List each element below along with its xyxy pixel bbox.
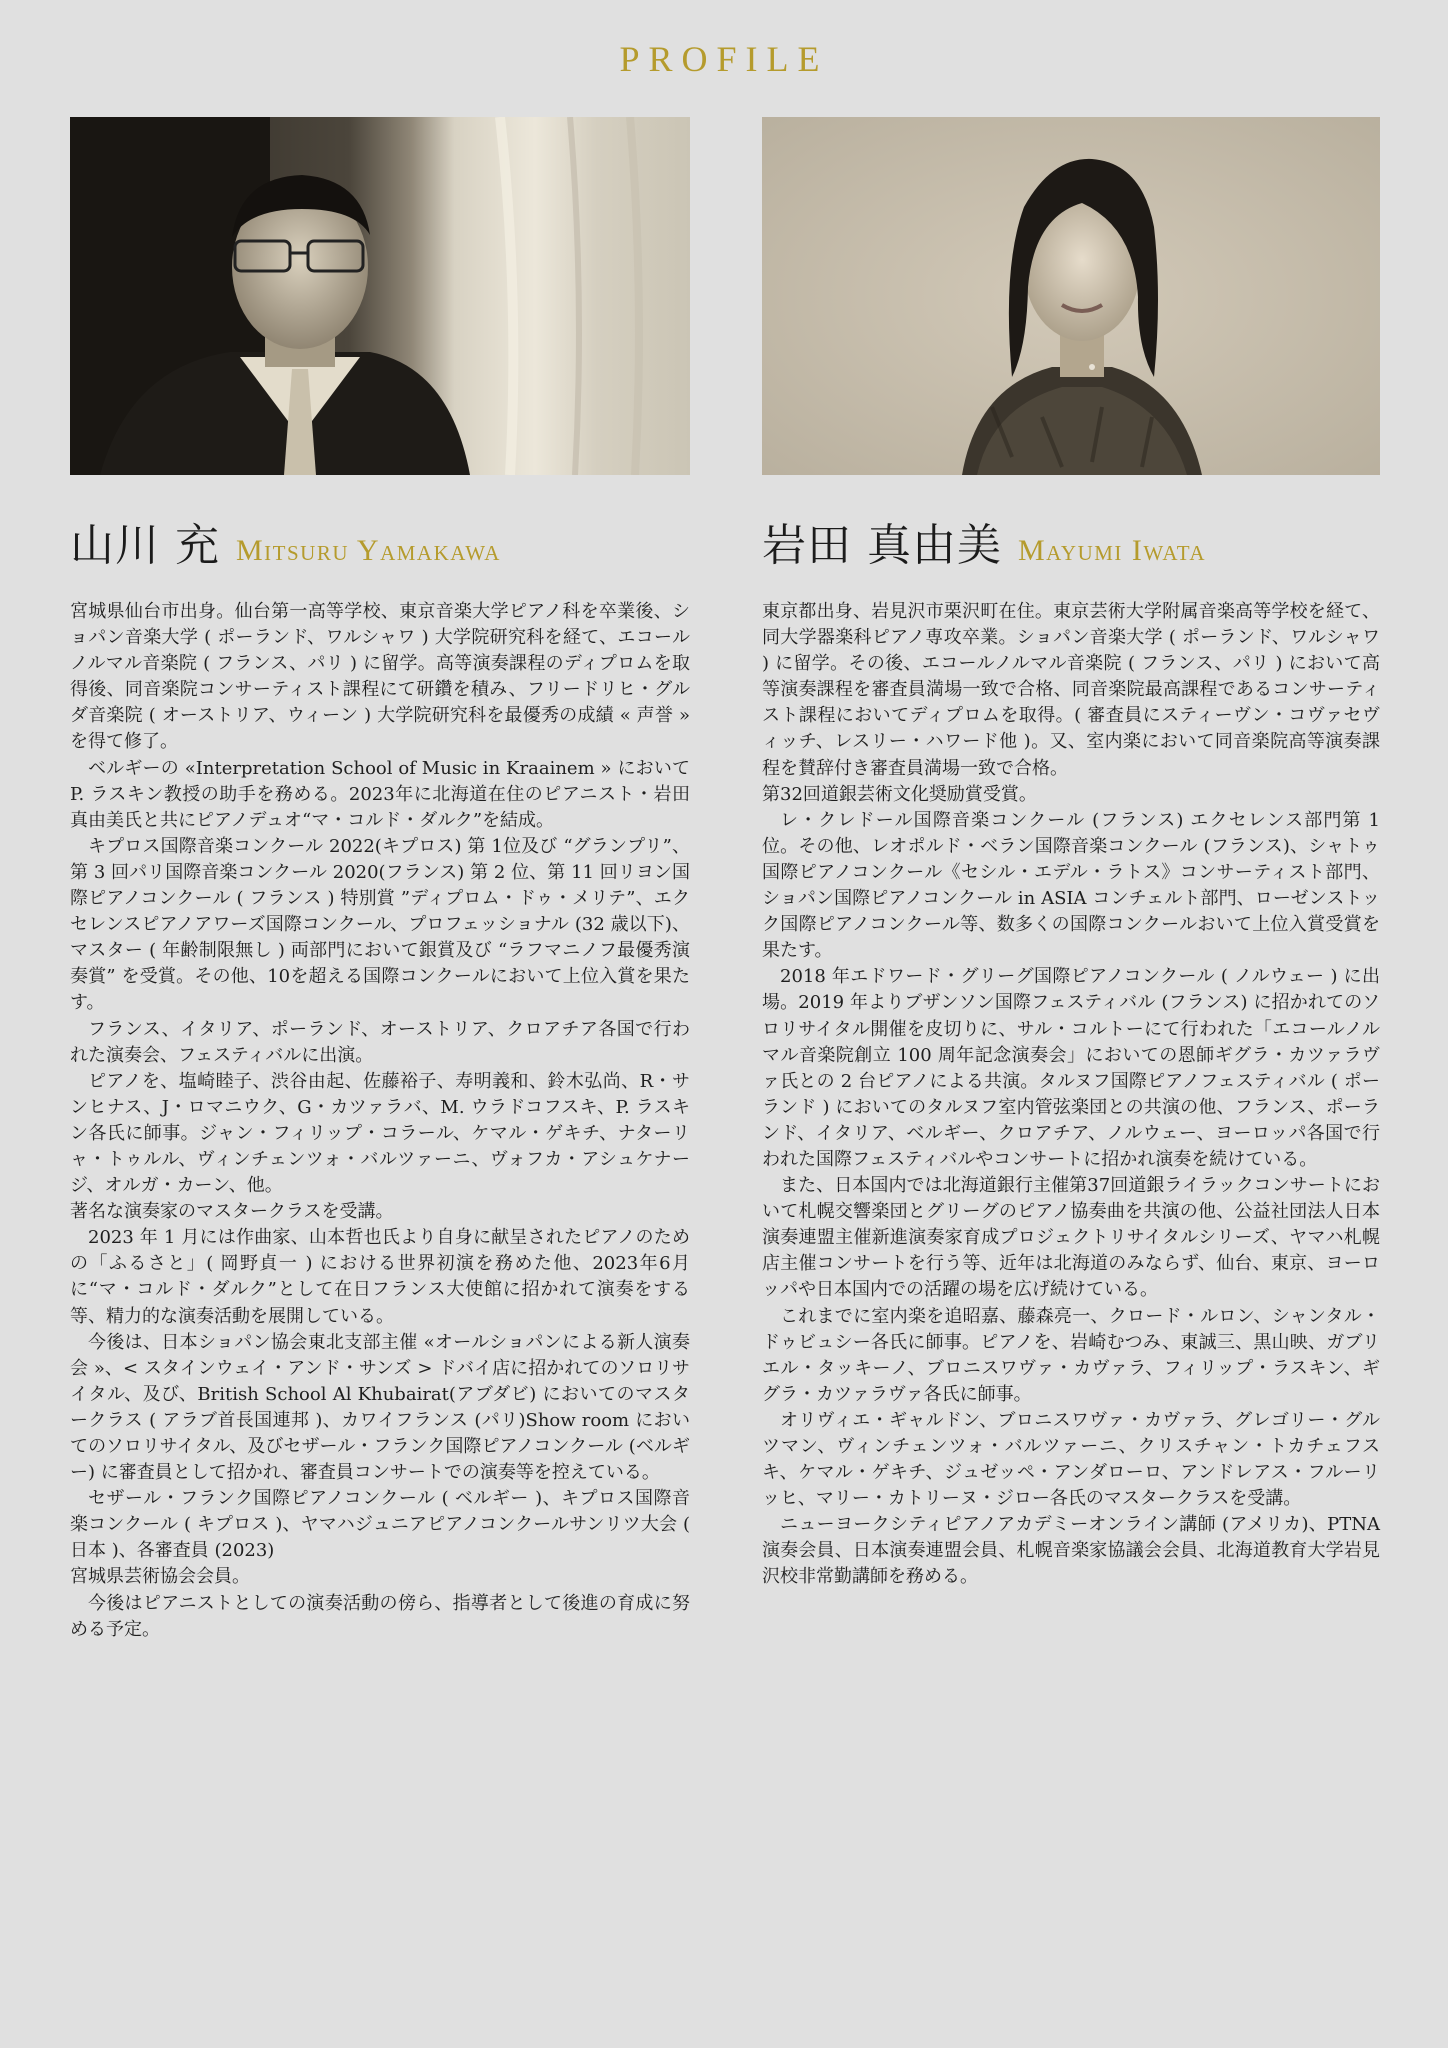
bio-paragraph: これまでに室内楽を追昭嘉、藤森亮一、クロード・ルロン、シャンタル・ドゥビュシー各氏に師事。ピアノを、岩崎むつみ、東誠三、黒山映、ガブリエル・タッキーノ、ブロニスワヴァ・カヴァラ、フィリップ・ラスキン、ギグラ・カツァラヴァ各氏に師事。 xyxy=(762,1305,1380,1405)
bio-paragraph: フランス、イタリア、ポーランド、オーストリア、クロアチア各国で行われた演奏会、フェスティバルに出演。 xyxy=(70,1018,690,1066)
portrait-photo-yamakawa xyxy=(70,117,690,475)
bio-paragraph: ピアノを、塩崎睦子、渋谷由起、佐藤裕子、寿明義和、鈴木弘尚、R・サンヒナス、J・ロマニウク、G・カツァラバ、M. ウラドコフスキ、P. ラスキン各氏に師事。ジャン・フィリップ・コラール、ケマル・ゲキチ、ナターリャ・トゥルル、ヴィンチェンツォ・バルツァーニ、ヴォフカ・アシュケナージ、オルガ・カーン、他。 xyxy=(70,1070,690,1197)
bio-paragraph: 2018 年エドワード・グリーグ国際ピアノコンクール ( ノルウェー ) に出場。2019 年よりブザンソン国際フェスティバル (フランス) に招かれてのソロリサイタル開催を皮切りに、サル・コルトーにて行われた「エコールノルマル音楽院創立 100 周年記念演奏会」においての恩師ギグラ・カツァラヴァ氏との 2 台ピアノによる共演。タルヌフ国際ピアノフェスティバル ( ポーランド ) においてのタルヌフ室内管弦楽団との共演の他、フランス、ポーランド、イタリア、ベルギー、クロアチア、ノルウェー、ヨーロッパ各国で行われた国際フェスティバルやコンサートに招かれ演奏を続けている。 xyxy=(762,966,1380,1170)
name-japanese: 山川 充 xyxy=(70,520,220,571)
profile-yamakawa xyxy=(70,117,690,1643)
name-english: Mitsuru Yamakawa xyxy=(236,534,501,567)
name-english: Mayumi Iwata xyxy=(1018,534,1207,567)
bio-paragraph: 今後は、日本ショパン協会東北支部主催 «オールショパンによる新人演奏会 »、< スタインウェイ・アンド・サンズ > ドバイ店に招かれてのソロリサイタル、及び、British School Al Khubairat(アブダビ) においてのマスタークラス ( アラブ首長国連邦 )、カワイフランス (パリ)Show room においてのソロリサイタル、及びセザール・フランク国際ピアノコンクール (ベルギー) に審査員として招かれ、審査員コンサートでの演奏等を控えている。 xyxy=(70,1331,690,1484)
bio-paragraph: 著名な演奏家のマスタークラスを受講。 xyxy=(70,1201,394,1223)
name-row-yamakawa xyxy=(70,509,690,571)
bio-paragraph: 東京都出身、岩見沢市栗沢町在住。東京芸術大学附属音楽高等学校を経て、同大学器楽科ピアノ専攻卒業。ショパン音楽大学 ( ポーランド、ワルシャワ ) に留学。その後、エコールノルマル音楽院 ( フランス、パリ ) において高等演奏課程を審査員満場一致で合格、同音楽院最高課程であるコンサーティスト課程においてディプロムを取得。( 審査員にスティーヴン・コヴァセヴィッチ、レスリー・ハワード他 )。又、室内楽において同音楽院高等演奏課程を賛辞付き審査員満場一致で合格。 xyxy=(762,601,1380,779)
bio-paragraph: 第32回道銀芸術文化奨励賞受賞。 xyxy=(762,783,1037,805)
profile-iwata xyxy=(762,117,1380,1591)
bio-paragraph: セザール・フランク国際ピアノコンクール ( ベルギー )、キプロス国際音楽コンクール ( キプロス )、ヤマハジュニアピアノコンクールサンリツ大会 ( 日本 )、各審査員 (2023) xyxy=(70,1488,690,1562)
bio-paragraph: 宮城県仙台市出身。仙台第一高等学校、東京音楽大学ピアノ科を卒業後、ショパン音楽大学 ( ポーランド、ワルシャワ ) 大学院研究科を経て、エコールノルマル音楽院 ( フランス、パリ ) に留学。高等演奏課程のディプロムを取得後、同音楽院コンサーティスト課程にて研鑽を積み、フリードリヒ・グルダ音楽院 ( オーストリア、ウィーン ) 大学院研究科を最優秀の成績 « 声誉 » を得て修了。 xyxy=(70,601,690,753)
bio-paragraph: 宮城県芸術協会会員。 xyxy=(70,1566,250,1588)
bio-paragraph: キプロス国際音楽コンクール 2022(キプロス) 第 1位及び “グランプリ”、第 3 回パリ国際音楽コンクール 2020(フランス) 第 2 位、第 11 回リヨン国際ピアノコンクール ( フランス ) 特別賞 ”ディプロム・ドゥ・メリテ”、エクセレンスピアノアワーズ国際コンクール、プロフェッショナル (32 歳以下)、マスター ( 年齢制限無し ) 両部門において銀賞及び “ラフマニノフ最優秀演奏賞” を受賞。その他、10を超える国際コンクールにおいて上位入賞を果たす。 xyxy=(70,835,690,1014)
bio-paragraph: ベルギーの «Interpretation School of Music in Kraainem » において P. ラスキン教授の助手を務める。2023年に北海道在住のピアニスト・岩田真由美氏と共にピアノデュオ“マ・コルド・ダルク”を結成。 xyxy=(70,757,690,831)
name-row-iwata xyxy=(762,509,1380,571)
biography-iwata xyxy=(762,599,1380,1591)
name-japanese: 岩田 真由美 xyxy=(762,520,1002,571)
bio-paragraph: ニューヨークシティピアノアカデミーオンライン講師 (アメリカ)、PTNA 演奏会員、日本演奏連盟会員、札幌音楽家協議会会員、北海道教育大学岩見沢校非常勤講師を務める。 xyxy=(762,1514,1380,1588)
bio-paragraph: また、日本国内では北海道銀行主催第37回道銀ライラックコンサートにおいて札幌交響楽団とグリーグのピアノ協奏曲を共演の他、公益社団法人日本演奏連盟主催新進演奏家育成プロジェクトリサイタルシリーズ、ヤマハ札幌店主催コンサートを行う等、近年は北海道のみならず、仙台、東京、ヨーロッパや日本国内での活躍の場を広げ続けている。 xyxy=(762,1175,1380,1301)
bio-paragraph: 今後はピアニストとしての演奏活動の傍ら、指導者として後進の育成に努める予定。 xyxy=(70,1592,690,1640)
biography-yamakawa xyxy=(70,599,690,1643)
bio-paragraph: オリヴィエ・ギャルドン、ブロニスワヴァ・カヴァラ、グレゴリー・グルツマン、ヴィンチェンツォ・バルツァーニ、クリスチャン・トカチェフスキ、ケマル・ゲキチ、ジュゼッペ・アンダローロ、アンドレアス・フルーリッヒ、マリー・カトリーヌ・ジロー各氏のマスタークラスを受講。 xyxy=(762,1409,1380,1510)
bio-paragraph: レ・クレドール国際音楽コンクール (フランス) エクセレンス部門第 1 位。その他、レオポルド・ベラン国際音楽コンクール (フランス)、シャトゥ国際ピアノコンクール《セシル・エデル・ラトス》コンサーティスト部門、ショパン国際ピアノコンクール in ASIA コンチェルト部門、ローゼンストック国際ピアノコンクール等、数多くの国際コンクールおいて上位入賞受賞を果たす。 xyxy=(762,809,1380,962)
page-title: PROFILE xyxy=(619,39,829,79)
portrait-photo-iwata xyxy=(762,117,1380,475)
bio-paragraph: 2023 年 1 月には作曲家、山本哲也氏より自身に献呈されたピアノのための「ふるさと」( 岡野貞一 ) における世界初演を務めた他、2023年6月に“マ・コルド・ダルク”として在日フランス大使館に招かれて演奏をする等、精力的な演奏活動を展開している。 xyxy=(70,1227,690,1327)
